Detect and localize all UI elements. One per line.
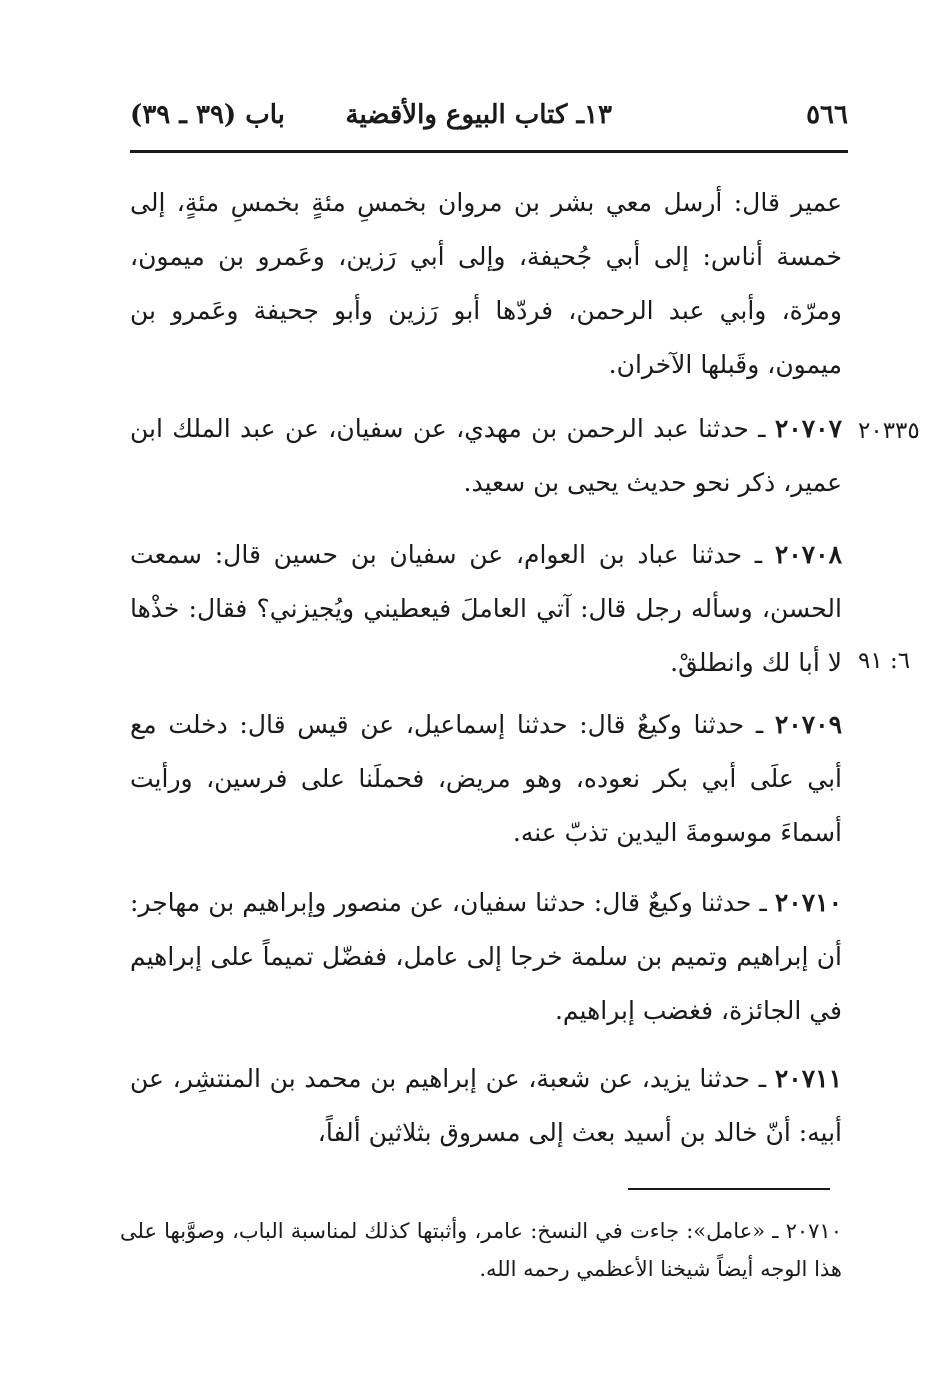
hadith-text: ـ حدثنا عباد بن العوام، عن سفيان بن حسين قال: سمعت الحسن، وسأله رجل قال: آتي العاملَ فيعطيني ويُجيزني؟ فقال: خذْها لا أبا لك وانطلقْ. bbox=[130, 540, 842, 677]
hadith-20709 bbox=[130, 698, 842, 860]
hadith-text: ـ حدثنا يزيد، عن شعبة، عن إبراهيم بن محمد بن المنتشِر، عن أبيه: أنّ خالد بن أسيد بعث إلى مسروق بثلاثين ألفاً، bbox=[130, 1064, 842, 1147]
hadith-number: ٢٠٧١١ bbox=[774, 1064, 842, 1093]
hadith-20710 bbox=[130, 876, 842, 1038]
chapter-range: باب (٣٩ ـ ٣٩) bbox=[130, 100, 285, 130]
hadith-text: ـ حدثنا وكيعٌ قال: حدثنا سفيان، عن منصور وإبراهيم بن مهاجر: أن إبراهيم وتميم بن سلمة خرجا إلى عامل، ففضّل تميماً على إبراهيم في الجائزة، فغضب إبراهيم. bbox=[130, 888, 842, 1025]
hadith-text: ـ حدثنا وكيعٌ قال: حدثنا إسماعيل، عن قيس قال: دخلت مع أبي علَى أبي بكر نعوده، وهو مريض، فحملَنا على فرسين، ورأيت أسماءَ موسومةَ اليدين تذبّ عنه. bbox=[130, 710, 842, 847]
paragraph-continuation: عمير قال: أرسل معي بشر بن مروان بخمسِ مئةٍ بخمسِ مئةٍ، إلى خمسة أناس: إلى أبي جُحيفة، وإلى أبي رَزين، وعَمرو بن ميمون، ومرّة، وأبي عبد الرحمن، فردّها أبو رَزين وأبو جحيفة وعَمرو بن ميمون، وقَبلها الآخران. bbox=[130, 188, 842, 379]
hadith-number: ٢٠٧٠٧ bbox=[774, 414, 842, 443]
hadith-number: ٢٠٧٠٨ bbox=[774, 540, 842, 569]
footnote-rule bbox=[628, 1188, 830, 1190]
hadith-number: ٢٠٧١٠ bbox=[774, 888, 842, 917]
hadith-20711 bbox=[130, 1052, 842, 1160]
hadith-number: ٢٠٧٠٩ bbox=[774, 710, 842, 739]
book-title: ١٣ـ كتاب البيوع والأقضية bbox=[345, 100, 612, 130]
hadith-20708 bbox=[130, 528, 842, 690]
page-number: ٥٦٦ bbox=[806, 100, 848, 130]
footnote: ٢٠٧١٠ ـ «عامل»: جاءت في النسخ: عامر، وأثبتها كذلك لمناسبة الباب، وصوَّبها على هذا الوجه أيضاً شيخنا الأعظمي رحمه الله. bbox=[120, 1219, 842, 1281]
hadith-20707 bbox=[130, 402, 842, 510]
hadith-text: ـ حدثنا عبد الرحمن بن مهدي، عن سفيان، عن عبد الملك ابن عمير، ذكر نحو حديث يحيى بن سعيد. bbox=[130, 414, 842, 497]
margin-note: ٢٠٣٣٥ bbox=[858, 418, 920, 444]
header-rule bbox=[130, 150, 848, 153]
running-header bbox=[130, 92, 848, 142]
margin-note: ٦: ٩١ bbox=[858, 648, 911, 674]
